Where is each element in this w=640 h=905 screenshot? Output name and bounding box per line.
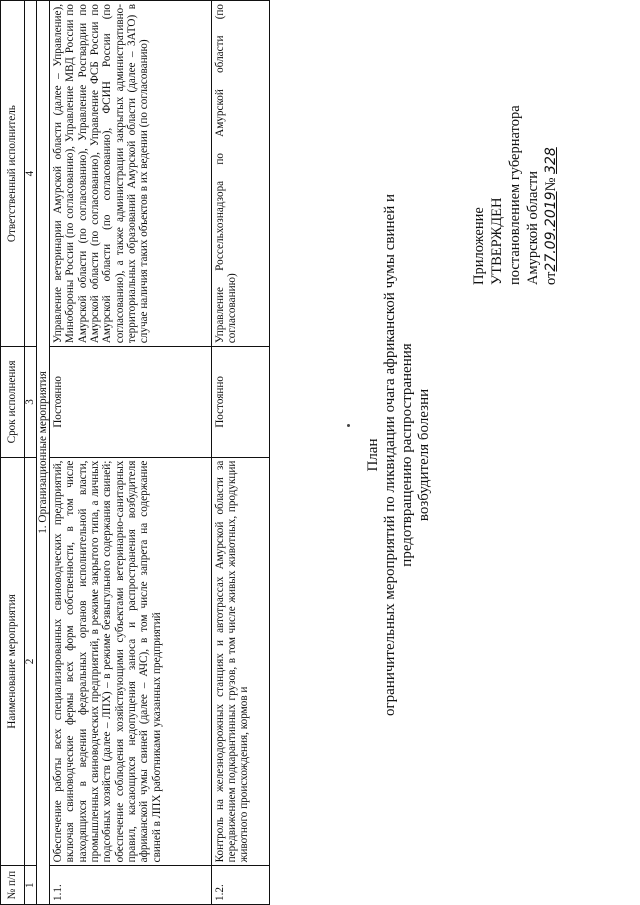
title-main: ограничительных мероприятий по ликвидации очага африканской чумы свиней и предотвращению распространения	[382, 194, 415, 717]
approval-region: Амурской области	[525, 171, 541, 285]
plan-table	[0, 0, 270, 905]
title-plan: План	[365, 438, 381, 472]
table-row	[50, 1, 211, 905]
table-row	[211, 1, 269, 905]
handwritten-number: 328	[543, 147, 559, 174]
approval-decree: постановлением губернатора	[507, 105, 523, 285]
document-title	[365, 175, 433, 735]
approval-stamp	[470, 25, 560, 285]
column-number-row	[25, 1, 37, 905]
number-prefix: №	[543, 177, 559, 192]
section-title: 1. Организационные мероприятия	[37, 1, 50, 905]
date-prefix: от	[543, 271, 559, 285]
table-header-row	[1, 1, 25, 905]
approval-appendix: Приложение	[471, 207, 487, 285]
header-number: № п/п	[1, 866, 25, 905]
header-responsible: Ответственный исполнитель	[1, 1, 25, 347]
col-number: 2	[25, 457, 37, 866]
row-number: 1.1.	[50, 866, 211, 905]
row-number: 1.2.	[211, 866, 269, 905]
header-term: Срок исполнения	[1, 347, 25, 457]
row-term: Постоянно	[211, 347, 269, 457]
row-term: Постоянно	[50, 347, 211, 457]
section-row	[37, 1, 50, 905]
header-name: Наименование мероприятия	[1, 457, 25, 866]
row-measure: Обеспечение работы всех специализированных свиноводческих предприятий, включая свиноводческие фермы всех форм собственности, в том числе находящихся в ведении федеральных органов исполнительной власти, промышленных свиноводческих предприятий, в режиме закрытого типа, а личных подсобных хозяйств (далее – ЛПХ) – в режиме безвыгульного содержания свиней; обеспечение соблюдения хозяйствующими субъектами ветеринарно-санитарных правил, касающихся недопущения заноса и распространения возбудителя африканской чумы свиней (далее – АЧС), в том числе запрета на содержание свиней в ЛПХ работниками указанных предприятий	[50, 457, 211, 866]
approval-approved: УТВЕРЖДЕН	[489, 197, 505, 285]
handwritten-date: 27.09.2019	[543, 191, 559, 272]
col-number: 1	[25, 866, 37, 905]
approval-date-line	[542, 25, 560, 285]
row-responsible: Управление Россельхознадзора по Амурской области (по согласованию)	[211, 1, 269, 347]
col-number: 3	[25, 347, 37, 457]
col-number: 4	[25, 1, 37, 347]
row-measure: Контроль на железнодорожных станциях и автотрассах Амурской области за передвижением подкарантинных грузов, в том числе живых животных, продукции животного происхождения, кормов и	[211, 457, 269, 866]
row-responsible: Управление ветеринарии Амурской области (далее – Управление), Минобороны России (по согласованию), Управление МВД России по Амурской области (по согласованию), Управление Росгвардии по Амурской области (по согласованию), Управление ФСБ России по Амурской области (по согласованию), ФСИН России (по согласованию), а также администрации закрытых административно-территориальных образований Амурской области (далее – ЗАТО) в случае наличия таких объектов в их ведении (по согласованию)	[50, 1, 211, 347]
scan-speck	[347, 424, 350, 427]
title-continued: возбудителя болезни	[416, 388, 432, 522]
